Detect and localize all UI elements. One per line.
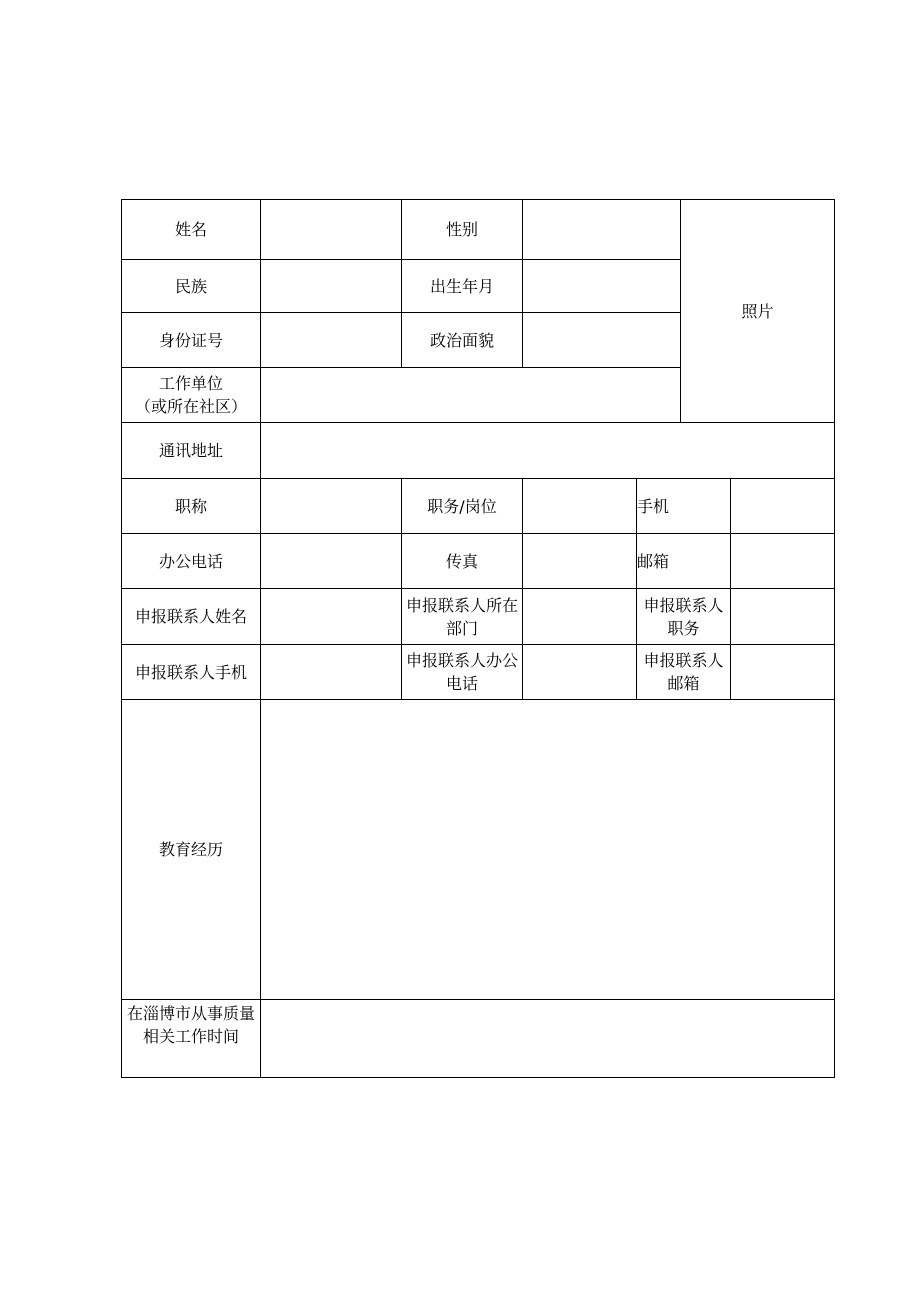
work-unit-field[interactable] [261,368,681,423]
row-contact-mobile [122,645,835,700]
row-education [122,700,835,1000]
position-field[interactable] [523,479,637,534]
political-status-field[interactable] [523,313,681,368]
contact-dept-label-line1: 申报联系人所在 [405,595,518,615]
work-time-label [122,1000,261,1078]
address-label: 通讯地址 [122,423,261,479]
name-label: 姓名 [122,200,261,260]
contact-email-label [637,645,731,700]
contact-email-label-line1: 申报联系人 [643,651,724,670]
contact-position-label [637,589,731,645]
row-name [122,200,835,260]
birth-label: 出生年月 [402,260,523,313]
contact-mobile-field[interactable] [261,645,402,700]
row-title [122,479,835,534]
contact-position-label-line1: 申报联系人 [643,595,724,615]
contact-email-field[interactable] [731,645,835,700]
contact-name-label: 申报联系人姓名 [122,589,261,645]
contact-dept-label-line2: 部门 [445,618,478,638]
application-form-table [121,199,835,1078]
education-label: 教育经历 [122,700,261,1000]
address-field[interactable] [261,423,835,479]
row-office-phone [122,534,835,589]
contact-mobile-label: 申报联系人手机 [122,645,261,700]
fax-field[interactable] [523,534,637,589]
gender-label: 性别 [402,200,523,260]
contact-office-phone-label-line1: 申报联系人办公 [405,651,518,670]
education-field[interactable] [261,700,835,1000]
mobile-label: 手机 [637,479,731,534]
contact-email-label-line2: 邮箱 [667,674,700,693]
work-time-label-line2: 相关工作时间 [142,1027,239,1046]
id-number-field[interactable] [261,313,402,368]
mobile-field[interactable] [731,479,835,534]
email-label: 邮箱 [637,534,731,589]
political-status-label: 政治面貌 [402,313,523,368]
work-time-label-line1: 在淄博市从事质量 [126,1004,255,1023]
ethnicity-label: 民族 [122,260,261,313]
position-label: 职务/岗位 [402,479,523,534]
title-label: 职称 [122,479,261,534]
contact-office-phone-label [402,645,523,700]
contact-office-phone-field[interactable] [523,645,637,700]
id-number-label: 身份证号 [122,313,261,368]
birth-field[interactable] [523,260,681,313]
work-unit-label-line1: 工作单位 [158,374,223,393]
contact-position-field[interactable] [731,589,835,645]
contact-position-label-line2: 职务 [667,618,700,638]
ethnicity-field[interactable] [261,260,402,313]
name-field[interactable] [261,200,402,260]
contact-office-phone-label-line2: 电话 [445,674,478,693]
row-address [122,423,835,479]
email-field[interactable] [731,534,835,589]
photo-box[interactable]: 照片 [681,200,835,423]
row-work-time [122,1000,835,1078]
office-phone-field[interactable] [261,534,402,589]
row-contact-name [122,589,835,645]
work-unit-label [122,368,261,423]
office-phone-label: 办公电话 [122,534,261,589]
work-time-field[interactable] [261,1000,835,1078]
gender-field[interactable] [523,200,681,260]
contact-dept-field[interactable] [523,589,637,645]
contact-name-field[interactable] [261,589,402,645]
contact-dept-label [402,589,523,645]
title-field[interactable] [261,479,402,534]
work-unit-label-line2: （或所在社区） [134,397,247,416]
fax-label: 传真 [402,534,523,589]
